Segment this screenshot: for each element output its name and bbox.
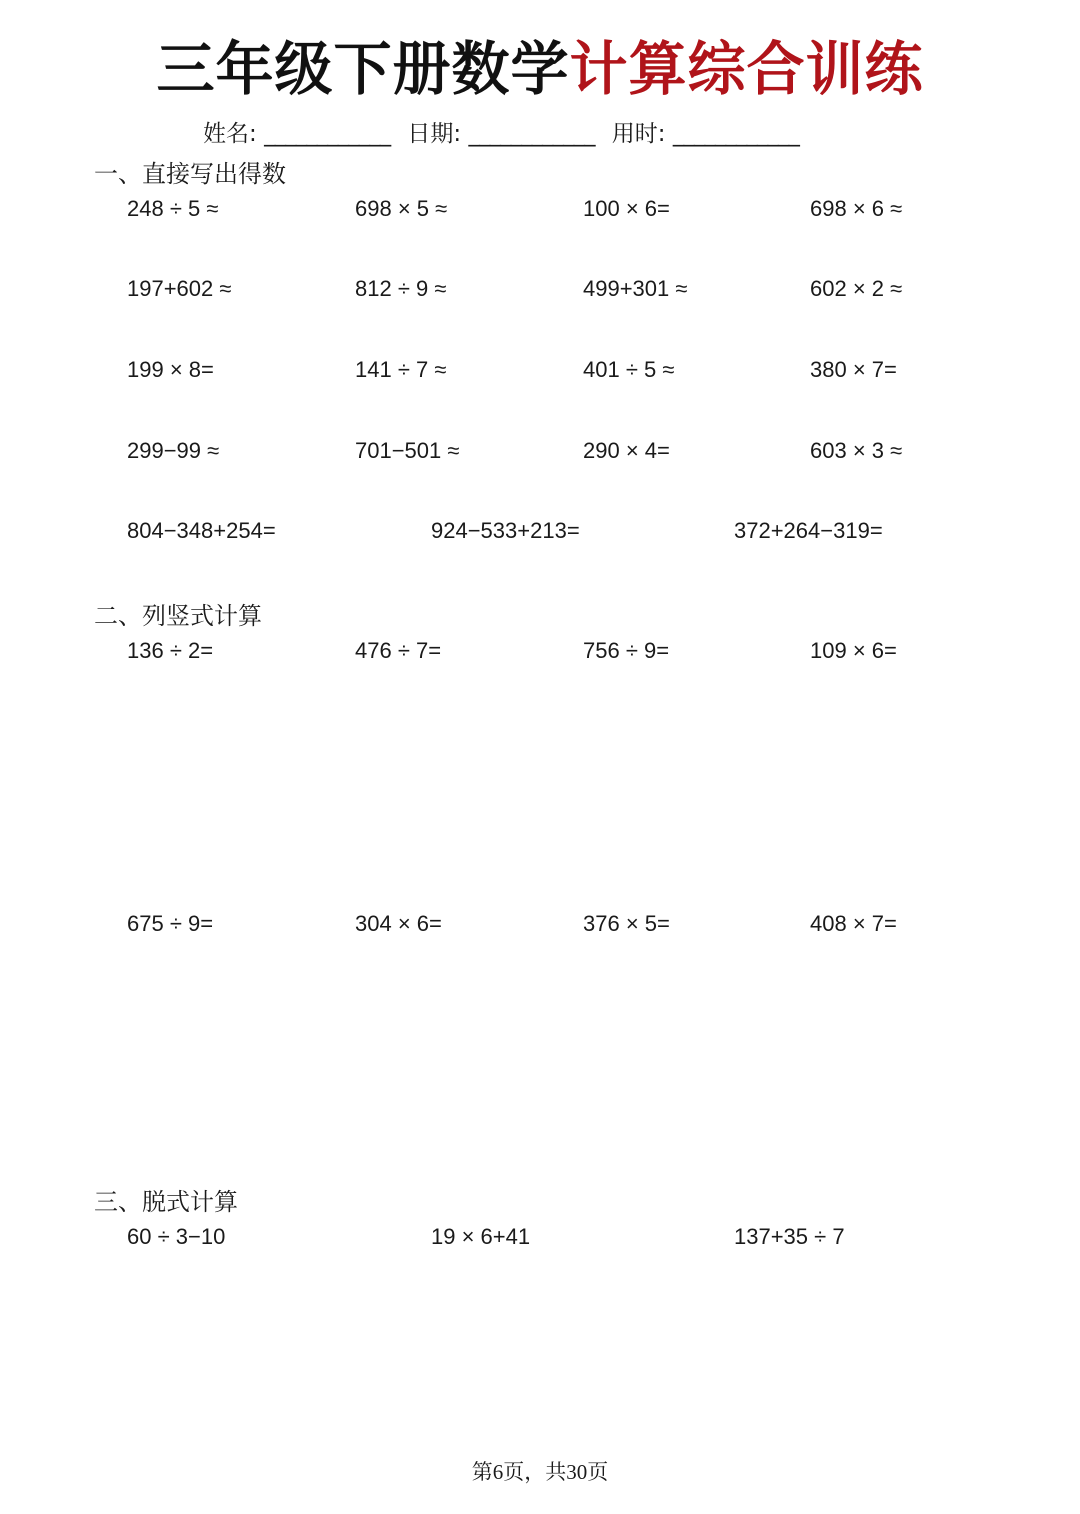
problem: 60 ÷ 3−10 bbox=[127, 1224, 226, 1249]
name-blank[interactable]: ____________ bbox=[264, 121, 391, 147]
problem: 19 × 6+41 bbox=[431, 1224, 531, 1249]
section2-title: 二、列竖式计算 bbox=[94, 602, 262, 630]
problem: 924−533+213= bbox=[431, 518, 580, 543]
problem: 701−501 ≈ bbox=[355, 438, 460, 463]
problem: 248 ÷ 5 ≈ bbox=[127, 196, 219, 221]
time-label: 用时: bbox=[611, 121, 666, 147]
problem: 136 ÷ 2= bbox=[127, 638, 214, 663]
time-blank[interactable]: ____________ bbox=[672, 121, 799, 147]
problem: 602 × 2 ≈ bbox=[810, 276, 903, 301]
problem: 603 × 3 ≈ bbox=[810, 438, 903, 463]
problem: 304 × 6= bbox=[355, 911, 442, 936]
problem: 476 ÷ 7= bbox=[355, 638, 442, 663]
problem: 299−99 ≈ bbox=[127, 438, 220, 463]
problem: 499+301 ≈ bbox=[583, 276, 688, 301]
problem: 812 ÷ 9 ≈ bbox=[355, 276, 447, 301]
problem: 408 × 7= bbox=[810, 911, 897, 936]
title-red-part: 计算综合训练 bbox=[569, 35, 924, 103]
problem: 401 ÷ 5 ≈ bbox=[583, 357, 675, 382]
problem: 756 ÷ 9= bbox=[583, 638, 670, 663]
problem: 199 × 8= bbox=[127, 357, 214, 382]
student-info-row bbox=[203, 118, 799, 150]
problem: 372+264−319= bbox=[734, 518, 883, 543]
problem: 100 × 6= bbox=[583, 196, 670, 221]
section1-title: 一、直接写出得数 bbox=[94, 160, 286, 188]
problem: 675 ÷ 9= bbox=[127, 911, 214, 936]
problem: 380 × 7= bbox=[810, 357, 897, 382]
problem: 197+602 ≈ bbox=[127, 276, 232, 301]
problem: 698 × 6 ≈ bbox=[810, 196, 903, 221]
section3-title: 三、脱式计算 bbox=[94, 1188, 238, 1216]
problem: 290 × 4= bbox=[583, 438, 670, 463]
date-label: 日期: bbox=[407, 121, 462, 147]
page-number: 第6页，共30页 bbox=[471, 1460, 609, 1484]
page-title bbox=[0, 30, 1080, 108]
problem: 137+35 ÷ 7 bbox=[734, 1224, 845, 1249]
title-black-part: 三年级下册数学 bbox=[156, 35, 570, 103]
problem: 141 ÷ 7 ≈ bbox=[355, 357, 447, 382]
date-blank[interactable]: ____________ bbox=[468, 121, 595, 147]
problem: 376 × 5= bbox=[583, 911, 670, 936]
problem: 804−348+254= bbox=[127, 518, 276, 543]
problem: 698 × 5 ≈ bbox=[355, 196, 448, 221]
name-label: 姓名: bbox=[203, 121, 257, 147]
problem: 109 × 6= bbox=[810, 638, 897, 663]
